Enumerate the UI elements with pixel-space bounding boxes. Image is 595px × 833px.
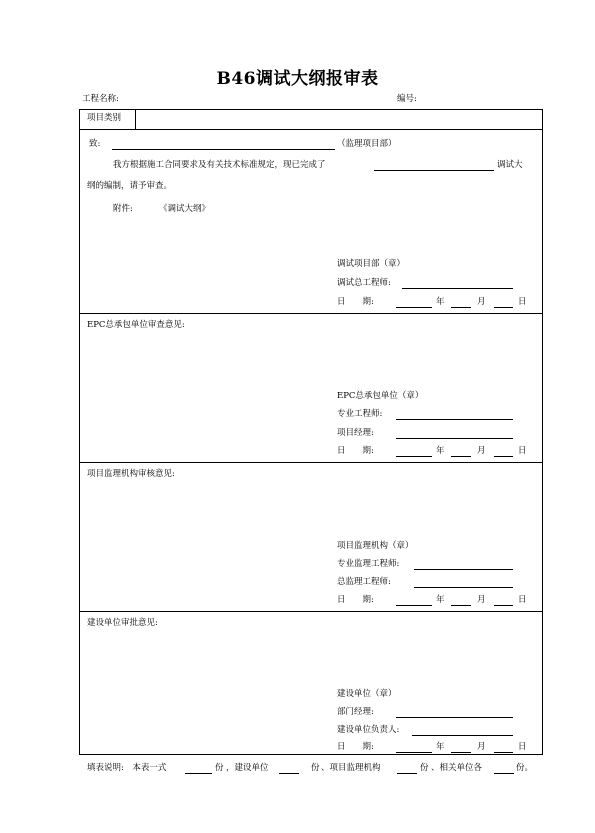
epc-manager-label: 项目经理: (337, 428, 374, 438)
epc-opinion-label: EPC总承包单位审查意见: (87, 320, 185, 330)
statement-suffix: 调试大 (497, 160, 523, 170)
footer-owner: ，建设单位 (226, 763, 269, 773)
form-title: B46调试大纲报审表 (216, 69, 379, 89)
owner-opinion-label: 建设单位审批意见: (87, 618, 158, 628)
dept-seal-label: 调试项目部（章） (337, 259, 406, 269)
epc-engineer-field[interactable] (396, 419, 513, 420)
divider (79, 462, 543, 463)
chief-supervisor-label: 总监理工程师: (337, 577, 391, 587)
footer-copies-1: 份 (215, 763, 224, 773)
outline-name-field[interactable] (374, 170, 494, 171)
owner-copies-field[interactable] (279, 773, 299, 774)
footer-prefix: 填表说明: 本表一式 (87, 763, 167, 773)
project-name-label: 工程名称: (82, 94, 119, 104)
year-unit: 年 (436, 742, 445, 752)
month-unit: 月 (477, 742, 486, 752)
epc-engineer-label: 专业工程师: (337, 409, 383, 419)
form-table (79, 109, 543, 755)
to-label: 致: (89, 139, 101, 149)
year-field[interactable] (396, 605, 432, 606)
month-unit: 月 (477, 595, 486, 605)
divider (79, 129, 543, 130)
year-field[interactable] (396, 752, 432, 753)
supervision-opinion-label: 项目监理机构审核意见: (87, 469, 175, 479)
month-field[interactable] (451, 307, 471, 308)
owner-seal-label: 建设单位（章） (337, 689, 397, 699)
year-unit: 年 (436, 595, 445, 605)
month-unit: 月 (477, 446, 486, 456)
month-field[interactable] (451, 605, 471, 606)
divider (79, 313, 543, 314)
number-label: 编号: (397, 94, 417, 104)
year-unit: 年 (436, 297, 445, 307)
footer-copies-2: 份 (311, 763, 320, 773)
month-field[interactable] (451, 456, 471, 457)
owner-leader-label: 建设单位负责人: (337, 725, 400, 735)
day-field[interactable] (494, 605, 513, 606)
footer-related: 、相关单位各 (431, 763, 483, 773)
supervision-engineer-field[interactable] (414, 569, 513, 570)
footer-copies-3: 份 (420, 763, 429, 773)
supervision-seal-label: 项目监理机构（章） (337, 541, 414, 551)
chief-engineer-label: 调试总工程师: (337, 278, 391, 288)
epc-manager-field[interactable] (396, 438, 513, 439)
chief-supervisor-field[interactable] (414, 587, 513, 588)
chief-engineer-field[interactable] (402, 288, 513, 289)
day-unit: 日 (518, 595, 527, 605)
day-field[interactable] (494, 307, 513, 308)
year-field[interactable] (396, 307, 432, 308)
day-unit: 日 (518, 742, 527, 752)
date-label: 日 期: (337, 297, 374, 307)
project-type-label: 项目类别 (87, 113, 122, 123)
footer-end: 份。 (516, 763, 534, 773)
year-field[interactable] (396, 456, 432, 457)
attachment-value: 《调试大纲》 (159, 204, 211, 214)
epc-seal-label: EPC总承包单位（章） (337, 391, 424, 401)
month-unit: 月 (477, 297, 486, 307)
date-label: 日 期: (337, 446, 374, 456)
date-label: 日 期: (337, 742, 374, 752)
statement-line-1: 我方根据施工合同要求及有关技术标准规定，现已完成了 (113, 160, 326, 170)
attachment-label: 附件: (113, 204, 133, 214)
divider (135, 109, 136, 129)
owner-leader-field[interactable] (412, 735, 513, 736)
statement-line-2: 纲的编制，请予审查。 (87, 181, 173, 191)
supervisor-copies-field[interactable] (397, 773, 417, 774)
year-unit: 年 (436, 446, 445, 456)
day-unit: 日 (518, 297, 527, 307)
day-field[interactable] (494, 456, 513, 457)
dept-manager-field[interactable] (396, 717, 513, 718)
day-unit: 日 (518, 446, 527, 456)
divider (79, 611, 543, 612)
related-copies-field[interactable] (494, 773, 514, 774)
recipient-field[interactable] (112, 149, 335, 150)
month-field[interactable] (451, 752, 471, 753)
footer-supervisor: 、项目监理机构 (321, 763, 381, 773)
day-field[interactable] (494, 752, 513, 753)
date-label: 日 期: (337, 595, 374, 605)
supervision-engineer-label: 专业监理工程师: (337, 559, 400, 569)
dept-manager-label: 部门经理: (337, 707, 374, 717)
total-copies-field[interactable] (185, 773, 212, 774)
to-suffix: （监理项目部） (337, 139, 397, 149)
